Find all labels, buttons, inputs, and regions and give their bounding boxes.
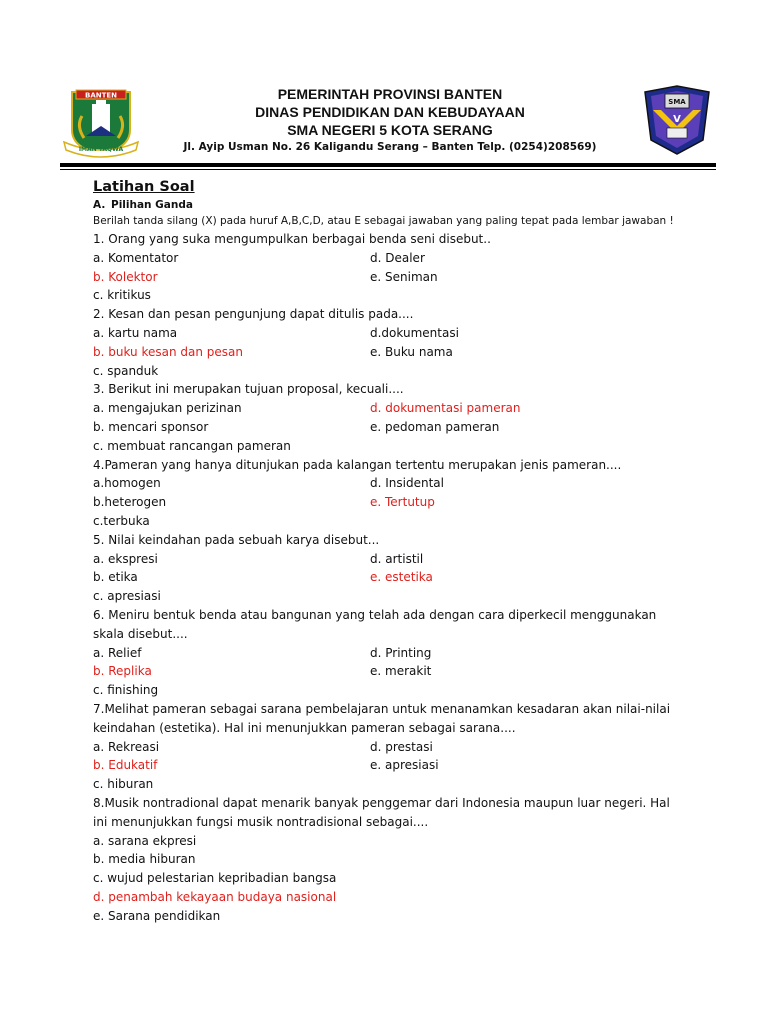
header-line-2: DINAS PENDIDIKAN DAN KEBUDAYAAN: [255, 104, 525, 120]
q3-options-row-2: [93, 418, 683, 437]
school-emblem-logo: [643, 84, 711, 156]
q6-option-b-answer: b. Replika: [93, 664, 152, 679]
q1-option-a: a. Komentator: [93, 250, 179, 265]
header-divider-thin: [60, 169, 716, 170]
section-letter: A.: [93, 199, 106, 211]
q8-option-c: c. wujud pelestarian kepribadian bangsa: [93, 871, 337, 886]
exam-content: [93, 176, 683, 925]
q5-options-row-1: [93, 550, 683, 569]
q3-options-row-1: [93, 399, 683, 418]
q2-option-c: c. spanduk: [93, 363, 159, 378]
q7-options-row-1: [93, 738, 683, 757]
question-3: 3. Berikut ini merupakan tujuan proposal, kecuali....: [93, 382, 404, 397]
question-2: 2. Kesan dan pesan pengunjung dapat ditulis pada....: [93, 307, 414, 322]
q5-option-a: a. ekspresi: [93, 551, 158, 566]
q1-options-row-2: [93, 268, 683, 287]
q6-option-e: e. merakit: [370, 664, 432, 679]
q1-options-row-1: [93, 249, 683, 268]
emblem-top-text: SMA: [668, 98, 686, 106]
q2-options-row-2: [93, 343, 683, 362]
banten-province-logo: [62, 86, 140, 158]
q4-option-a: a.homogen: [93, 476, 161, 491]
q3-option-c: c. membuat rancangan pameran: [93, 438, 291, 453]
q4-options-row-2: [93, 493, 683, 512]
section-label: Pilihan Ganda: [111, 199, 193, 211]
q2-option-b-answer: b. buku kesan dan pesan: [93, 344, 243, 359]
q4-option-b: b.heterogen: [93, 495, 167, 510]
q5-options-row-2: [93, 568, 683, 587]
q1-option-c: c. kritikus: [93, 288, 151, 303]
q8-option-b: b. media hiburan: [93, 852, 196, 867]
q3-option-a: a. mengajukan perizinan: [93, 401, 242, 416]
q8-option-a: a. sarana ekpresi: [93, 833, 197, 848]
q6-options-row-1: [93, 644, 683, 663]
q7-option-d: d. prestasi: [370, 739, 433, 754]
q3-option-d-answer: d. dokumentasi pameran: [370, 401, 521, 416]
q5-option-c: c. apresiasi: [93, 589, 161, 604]
q7-option-e: e. apresiasi: [370, 758, 439, 773]
question-5: 5. Nilai keindahan pada sebuah karya disebut...: [93, 532, 380, 547]
instruction-text: Berilah tanda silang (X) pada huruf A,B,C,D, atau E sebagai jawaban yang paling tepat pada lembar jawaban !: [93, 215, 674, 227]
q1-option-e: e. Seniman: [370, 269, 438, 284]
q1-option-d: d. Dealer: [370, 250, 425, 265]
logo-ribbon-text: IMAN TAQWA: [78, 146, 124, 153]
question-7: 7.Melihat pameran sebagai sarana pembelajaran untuk menanamkan kesadaran akan nilai-nilai keindahan (estetika). Hal ini menunjukkan pameran sebagai sarana....: [93, 701, 671, 735]
q1-option-b-answer: b. Kolektor: [93, 269, 158, 284]
q7-option-c: c. hiburan: [93, 777, 154, 792]
q3-option-e: e. pedoman pameran: [370, 419, 500, 434]
q8-option-e: e. Sarana pendidikan: [93, 908, 221, 923]
question-8: 8.Musik nontradional dapat menarik banyak penggemar dari Indonesia maupun luar negeri. Hal ini menunjukkan fungsi musik nontradisional sebagai....: [93, 795, 670, 829]
question-6: 6. Meniru bentuk benda atau bangunan yang telah ada dengan cara diperkecil menggunakan skala disebut....: [93, 607, 657, 641]
q7-option-b-answer: b. Edukatif: [93, 758, 158, 773]
q8-option-d-answer: d. penambah kekayaan budaya nasional: [93, 889, 337, 904]
header-line-1: PEMERINTAH PROVINSI BANTEN: [277, 86, 503, 102]
q4-option-d: d. Insidental: [370, 476, 444, 491]
school-address: Jl. Ayip Usman No. 26 Kaligandu Serang – Banten Telp. (0254)208569): [183, 141, 597, 153]
logo-banner-text: BANTEN: [84, 91, 118, 100]
letterhead: [0, 0, 768, 170]
q5-option-d: d. artistil: [370, 551, 424, 566]
q4-options-row-1: [93, 474, 683, 493]
q3-option-b: b. mencari sponsor: [93, 419, 209, 434]
q4-option-c: c.terbuka: [93, 513, 150, 528]
q2-option-d: d.dokumentasi: [370, 325, 459, 340]
page-title: Latihan Soal: [93, 179, 195, 195]
q7-options-row-2: [93, 756, 683, 775]
q6-option-a: a. Relief: [93, 645, 142, 660]
q7-option-a: a. Rekreasi: [93, 739, 160, 754]
section-heading: [93, 198, 683, 213]
question-4: 4.Pameran yang hanya ditunjukan pada kalangan tertentu merupakan jenis pameran....: [93, 457, 622, 472]
header-line-3: SMA NEGERI 5 KOTA SERANG: [287, 122, 493, 138]
emblem-mid-text: V: [673, 114, 681, 125]
q5-option-e-answer: e. estetika: [370, 570, 433, 585]
q2-options-row-1: [93, 324, 683, 343]
q6-option-d: d. Printing: [370, 645, 432, 660]
q6-options-row-2: [93, 662, 683, 681]
q6-option-c: c. finishing: [93, 683, 159, 698]
header-divider-thick: [60, 163, 716, 167]
q5-option-b: b. etika: [93, 570, 138, 585]
question-1: 1. Orang yang suka mengumpulkan berbagai benda seni disebut..: [93, 232, 491, 246]
q2-option-e: e. Buku nama: [370, 344, 453, 359]
q4-option-e-answer: e. Tertutup: [370, 495, 435, 510]
q2-option-a: a. kartu nama: [93, 325, 178, 340]
